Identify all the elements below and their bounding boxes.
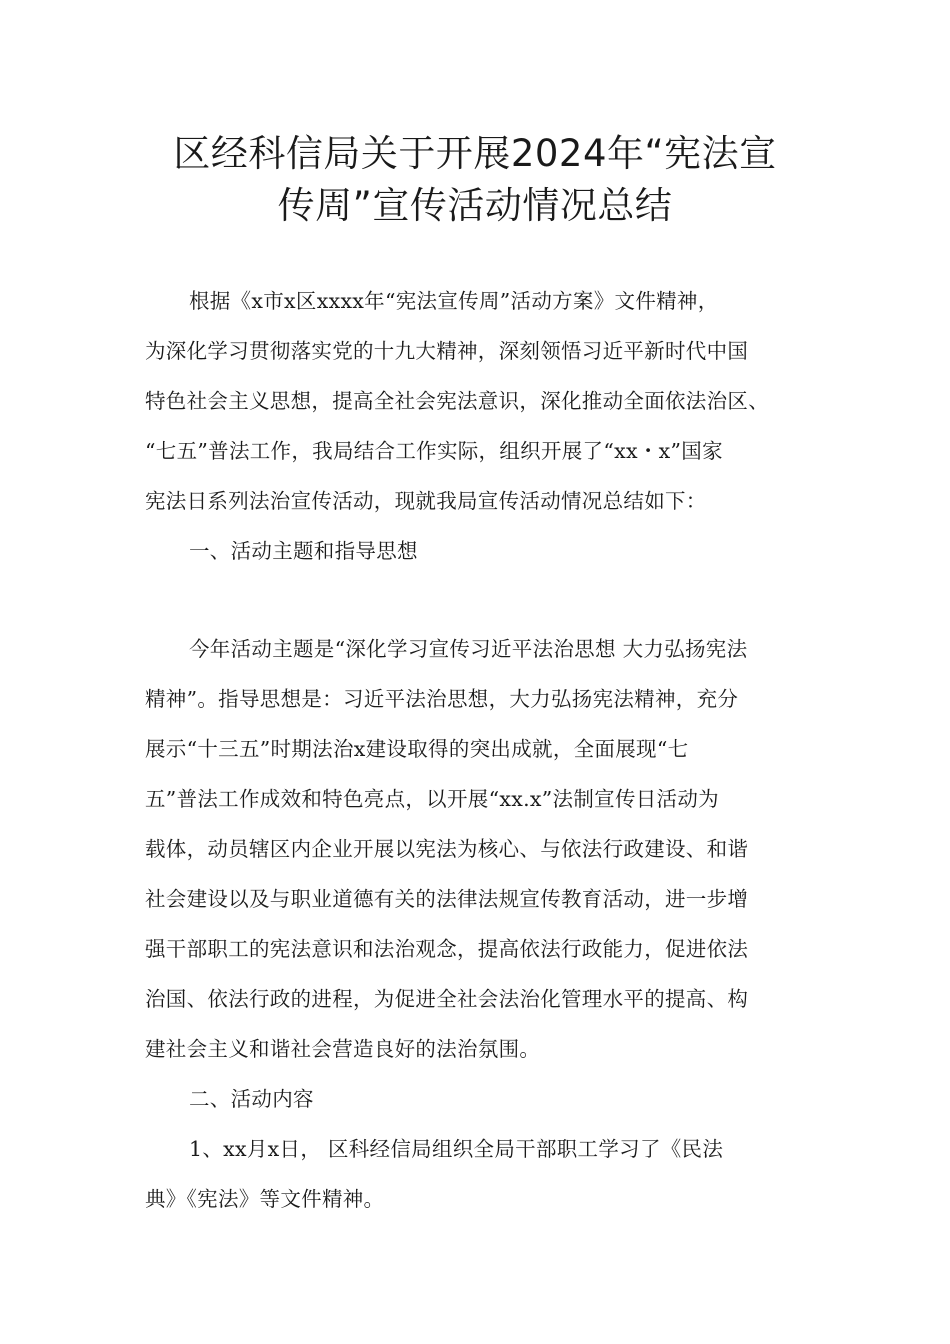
document-title-line-2: 传周”宣传活动情况总结 [277, 184, 673, 227]
section-1-line-2: 精神”。指导思想是：习近平法治思想，大力弘扬宪法精神，充分 [145, 687, 739, 711]
section-1-line-6: 社会建设以及与职业道德有关的法律法规宣传教育活动，进一步增 [145, 887, 749, 911]
document-title-line-1: 区经科信局关于开展2024年“宪法宣 [173, 132, 777, 175]
item-1-line-2: 典》《宪法》等文件精神。 [145, 1187, 385, 1211]
intro-line-5: 宪法日系列法治宣传活动，现就我局宣传活动情况总结如下： [145, 489, 707, 513]
section-1-line-7: 强干部职工的宪法意识和法治观念，提高依法行政能力，促进依法 [145, 937, 749, 961]
intro-line-2: 为深化学习贯彻落实党的十九大精神，深刻领悟习近平新时代中国 [145, 339, 749, 363]
item-1-line-1: 1、xx月x日， 区科经信局组织全局干部职工学习了《民法 [189, 1137, 724, 1161]
section-1-line-5: 载体，动员辖区内企业开展以宪法为核心、与依法行政建设、和谐 [145, 837, 749, 861]
intro-line-3: 特色社会主义思想，提高全社会宪法意识，深化推动全面依法治区、 [145, 389, 769, 413]
section-1-line-1: 今年活动主题是“深化学习宣传习近平法治思想 大力弘扬宪法 [189, 637, 748, 661]
section-1-line-3: 展示“十三五”时期法治x建设取得的突出成就，全面展现“七 [145, 737, 689, 761]
section-1-line-8: 治国、依法行政的进程，为促进全社会法治化管理水平的提高、构 [145, 987, 749, 1011]
intro-line-1: 根据《x市x区xxxx年“宪法宣传周”活动方案》文件精神， [189, 289, 719, 313]
section-2-heading: 二、活动内容 [189, 1087, 314, 1111]
section-1-heading: 一、活动主题和指导思想 [189, 539, 418, 563]
section-1-line-9: 建社会主义和谐社会营造良好的法治氛围。 [145, 1037, 541, 1061]
intro-line-4: “七五”普法工作，我局结合工作实际，组织开展了“xx・x”国家 [145, 439, 723, 463]
section-1-line-4: 五”普法工作成效和特色亮点，以开展“xx.x”法制宣传日活动为 [145, 787, 719, 811]
